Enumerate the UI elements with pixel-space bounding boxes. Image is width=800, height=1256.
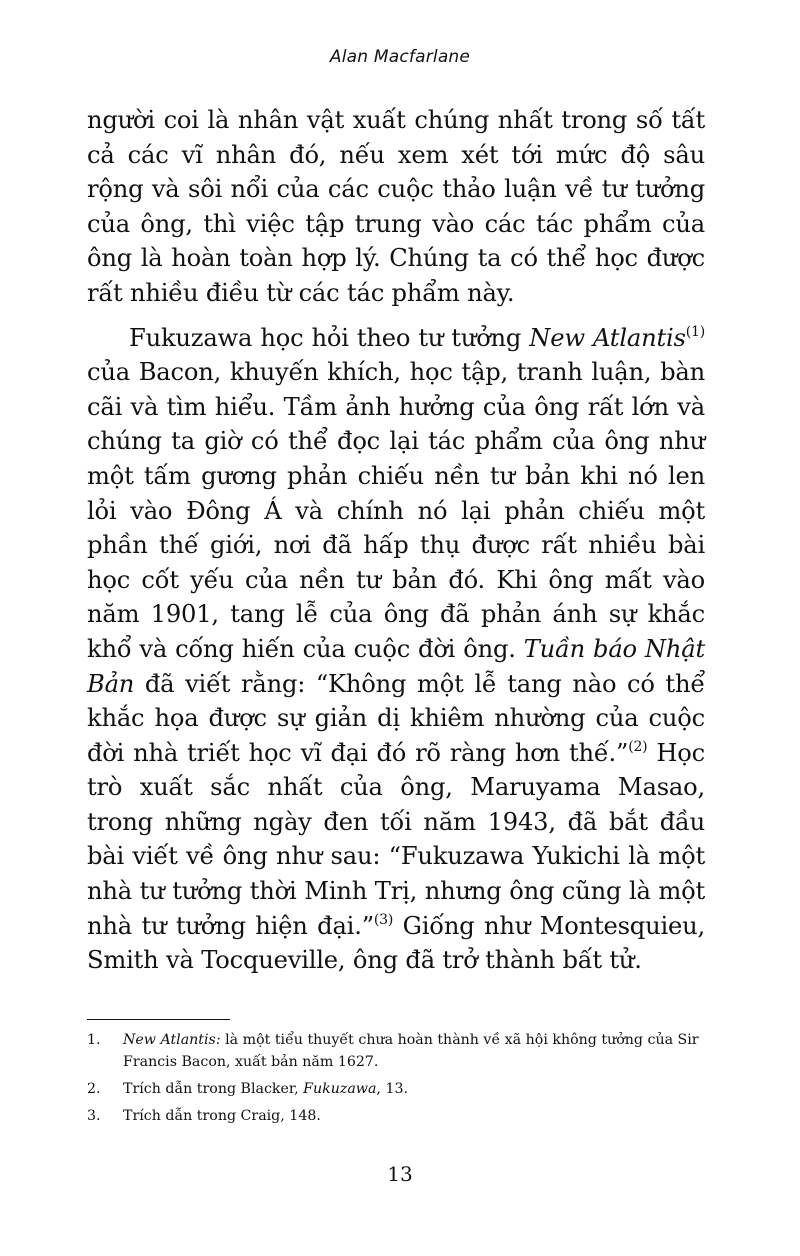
footnotes	[87, 1029, 705, 1132]
italic-text: New Atlantis	[529, 323, 686, 352]
body-text	[87, 103, 705, 978]
italic-text: New Atlantis:	[123, 1032, 221, 1048]
italic-text: Tuần báo Nhật Bản	[87, 634, 705, 698]
footnote-text	[123, 1078, 705, 1100]
paragraph-1	[87, 103, 705, 311]
text-run: người coi là nhân vật xuất chúng nhất trong số tất cả các vĩ nhân đó, nếu xem xét tới mức độ sâu rộng và sôi nổi của các cuộc thảo luận về tư tưởng của ông, thì việc tập trung vào các tác phẩm của ông là hoàn toàn hợp lý. Chúng ta có thể học được rất nhiều điều từ các tác phẩm này.	[87, 106, 705, 307]
footnote-rule	[87, 1019, 230, 1020]
text-run: của Bacon, khuyến khích, học tập, tranh luận, bàn cãi và tìm hiểu. Tầm ảnh hưởng của ông rất lớn và chúng ta giờ có thể đọc lại tác phẩm của ông như một tấm gương phản chiếu nền tư bản khi nó len lỏi vào Đông Á và chính nó lại phản chiếu một phần thế giới, nơi đã hấp thụ được rất nhiều bài học cốt yếu của nền tư bản đó. Khi ông mất vào năm 1901, tang lễ của ông đã phản ánh sự khắc khổ và cống hiến của cuộc đời ông.	[87, 358, 705, 663]
paragraph-2	[87, 321, 705, 978]
text-run: là một tiểu thuyết chưa hoàn thành về xã hội không tưởng của Sir Francis Bacon, xuất bản năm 1627.	[123, 1032, 699, 1070]
page-number: 13	[387, 1162, 413, 1186]
text-run: đã viết rằng: “Không một lễ tang nào có thể khắc họa được sự giản dị khiêm nhường của cuộc đời nhà triết học vĩ đại đó rõ ràng hơn thế.”	[87, 669, 705, 767]
footnote-2	[87, 1078, 705, 1100]
footnote-number: 3.	[87, 1108, 101, 1124]
text-run: Học trò xuất sắc nhất của ông, Maruyama Masao, trong những ngày đen tối năm 1943, đã bắt đầu bài viết về ông như sau: “Fukuzawa Yukichi là một nhà tư tưởng thời Minh Trị, nhưng ông cũng là một nhà tư tưởng hiện đại.”	[87, 738, 705, 940]
footnote-ref: (1)	[685, 323, 705, 340]
running-head: Alan Macfarlane	[329, 47, 471, 67]
text-run: Trích dẫn trong Blacker,	[123, 1081, 304, 1097]
footnote-number: 2.	[87, 1081, 101, 1097]
text-run: Trích dẫn trong Craig, 148.	[123, 1108, 321, 1124]
italic-text: Fukuzawa	[303, 1081, 377, 1097]
footnote-ref: (2)	[628, 738, 648, 755]
footnote-1	[87, 1029, 705, 1073]
text-run: Fukuzawa học hỏi theo tư tưởng	[129, 323, 530, 352]
text-run: , 13.	[376, 1081, 409, 1097]
footnote-ref: (3)	[373, 911, 394, 928]
footnote-number: 1.	[87, 1032, 101, 1048]
text-run: Giống như Montesquieu, Smith và Tocqueville, ông đã trở thành bất tử.	[87, 911, 705, 975]
footnote-text	[123, 1029, 705, 1073]
footnote-3	[87, 1105, 705, 1127]
footnote-text	[123, 1105, 705, 1127]
